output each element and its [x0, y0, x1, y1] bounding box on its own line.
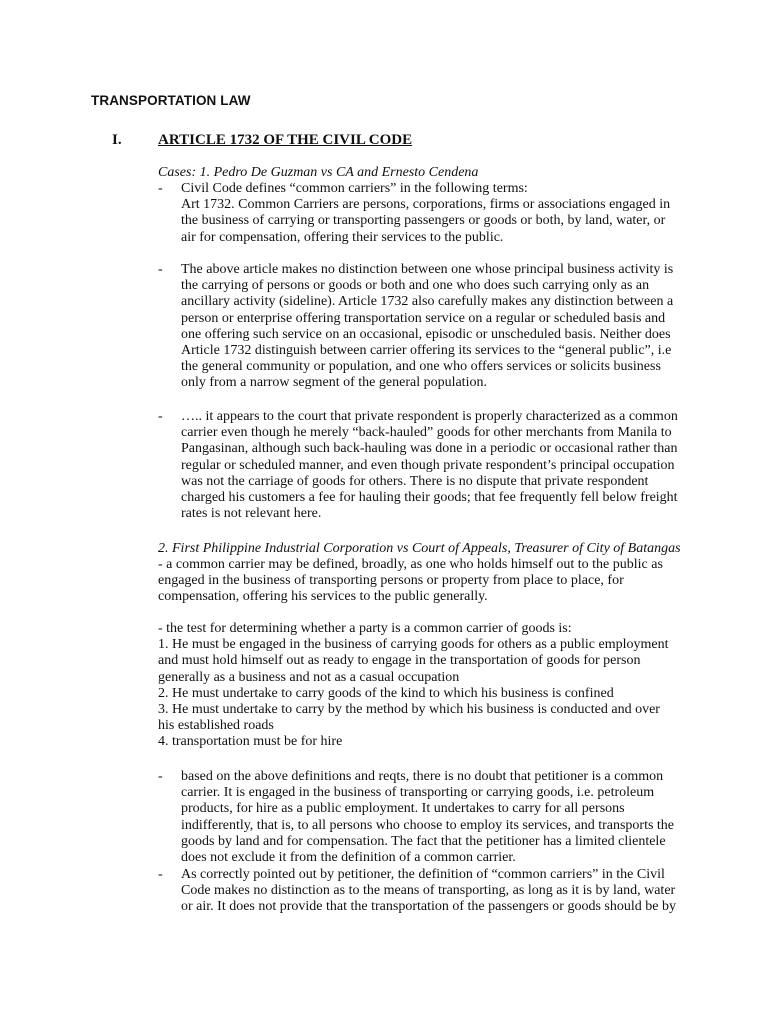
- bullet-dash: -: [158, 769, 163, 784]
- case2-definition: [158, 557, 678, 606]
- bullet-dash: -: [158, 867, 163, 882]
- case2-bullet-1: [158, 769, 678, 866]
- test-intro: - the test for determining whether a party is a common carrier of goods is:: [158, 621, 572, 636]
- bullet-dash: -: [158, 262, 163, 277]
- section-title: ARTICLE 1732 OF THE CIVIL CODE: [158, 132, 413, 148]
- case1-bullet-3-text: ….. it appears to the court that private respondent is properly characterized as a common carrier even though he merely “back-hauled” goods for other merchants from Manila to Pangasinan, although such back-hauling was done in a periodic or occasional rather than regular or scheduled manner, and even though private respondent’s principal occupation was not the carriage of goods for others. There is no dispute that private respondent charged his customers a fee for hauling their goods; that fee frequently fell below freight rates is not relevant here.: [181, 409, 678, 522]
- case2-bullet-2-text: As correctly pointed out by petitioner, the definition of “common carriers” in the Civil Code makes no distinction as to the means of transporting, as long as it is by land, water or air. It does not provide that the transportation of the passengers or goods should be by: [181, 867, 676, 915]
- section-number: I.: [112, 132, 122, 148]
- case1-bullet-3: [158, 409, 678, 522]
- test-item-4: 4. transportation must be for hire: [158, 734, 343, 750]
- case1-bullet-2-text: The above article makes no distinction between one whose principal business activity is the carrying of persons or goods or both and one who does such carrying only as an ancillary activity (sideline). Article 1732 also carefully makes any distinction between a person or enterprise offering transportation service on a regular or scheduled basis and one offering such service on an occasional, episodic or unscheduled basis. Neither does Article 1732 distinguish between carrier offering its services to the “general public”, i.e the general community or population, and one who offers services or solicits business only from a narrow segment of the general population.: [181, 262, 674, 391]
- test-item-1: 1. He must be engaged in the business of carrying goods for others as a public employment and must hold himself out as ready to engage in the transportation of goods for person generally as a business and not as a casual occupation: [158, 637, 669, 685]
- case2-bullet-2: [158, 867, 678, 916]
- case1-article-text: Art 1732. Common Carriers are persons, corporations, firms or associations engaged in the business of carrying or transporting passengers or goods or both, by land, water, or air for compensation, offering their services to the public.: [181, 197, 671, 245]
- case1-heading: Cases: 1. Pedro De Guzman vs CA and Ernesto Cendena: [158, 165, 479, 180]
- test-item-3: 3. He must undertake to carry by the method by which his business is conducted and over his established roads: [158, 702, 660, 734]
- case1-bullet-2: [158, 262, 678, 392]
- case2-definition-text: - a common carrier may be defined, broadly, as one who holds himself out to the public as engaged in the business of transporting persons or property from place to place, for compensation, offering his services to the public generally.: [158, 557, 663, 605]
- document-title: TRANSPORTATION LAW: [91, 93, 251, 108]
- case1-bullet-1-intro: Civil Code defines “common carriers” in the following terms:: [181, 181, 528, 196]
- bullet-dash: -: [158, 181, 163, 196]
- case1-bullet-1: [158, 181, 678, 246]
- case2-test-list: [158, 621, 678, 751]
- test-item-2: 2. He must undertake to carry goods of the kind to which his business is confined: [158, 685, 614, 701]
- case2-bullet-1-text: based on the above definitions and reqts, there is no doubt that petitioner is a common carrier. It is engaged in the business of transporting or carrying goods, i.e. petroleum products, for hire as a public employment. It undertakes to carry for all persons indifferently, that is, to all persons who choose to employ its services, and transports the goods by land and for compensation. The fact that the petitioner has a limited clientele does not exclude it from the definition of a common carrier.: [181, 769, 675, 866]
- case2-heading: 2. First Philippine Industrial Corporation vs Court of Appeals, Treasurer of City of Batangas: [158, 541, 681, 556]
- bullet-dash: -: [158, 409, 163, 424]
